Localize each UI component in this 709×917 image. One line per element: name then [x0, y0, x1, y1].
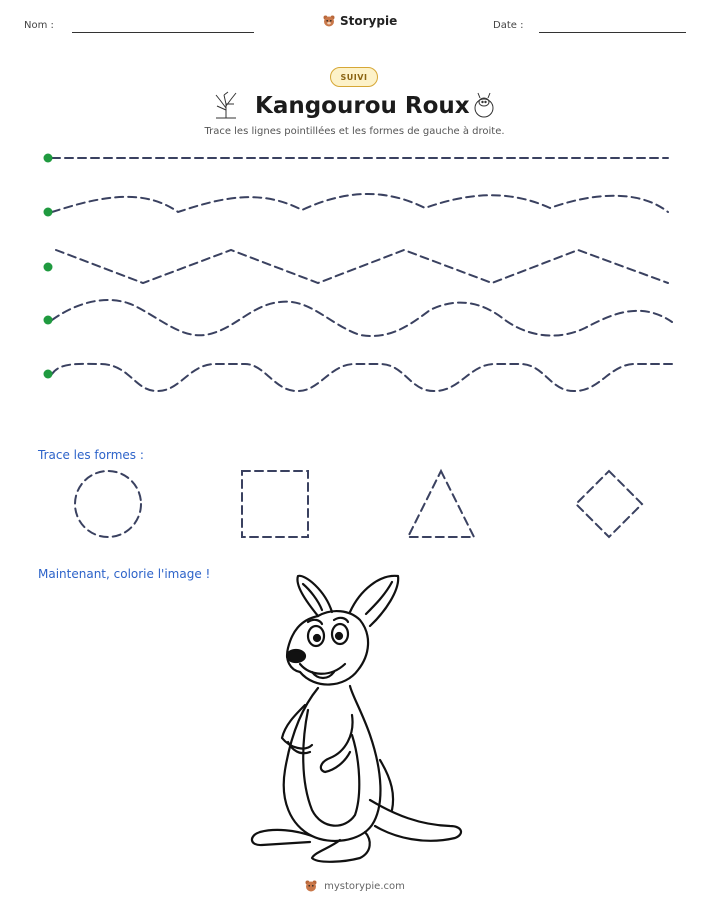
footer [0, 879, 709, 893]
date-label: Date : [493, 20, 524, 31]
storypie-bear-icon [304, 879, 318, 893]
page-title: Kangourou Roux [255, 93, 470, 119]
coloring-heading: Maintenant, colorie l'image ! [38, 567, 211, 581]
level-badge: SUIVI [330, 67, 378, 87]
name-label: Nom : [24, 20, 54, 31]
shapes-heading: Trace les formes : [38, 448, 144, 462]
brand-name: Storypie [340, 14, 398, 28]
footer-url[interactable]: mystorypie.com [324, 880, 405, 892]
instructions: Trace les lignes pointillées et les formes de gauche à droite. [204, 126, 505, 137]
